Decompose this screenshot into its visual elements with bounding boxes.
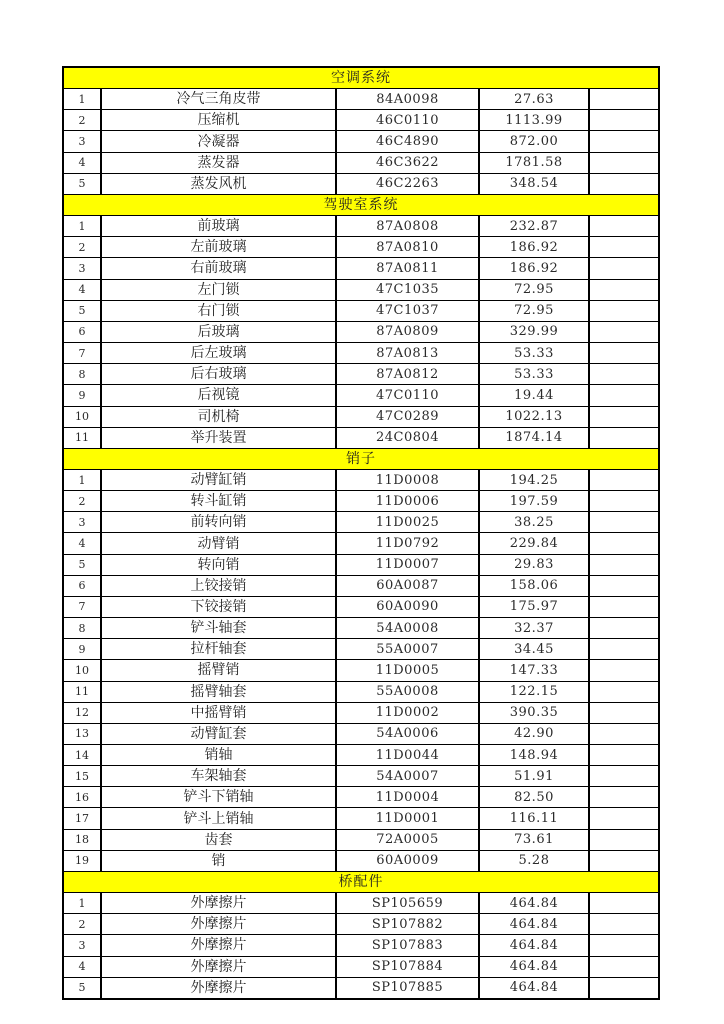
table-row (63, 829, 659, 850)
empty-cell (589, 173, 659, 194)
table-row (63, 216, 659, 237)
row-number-cell: 8 (63, 364, 101, 385)
empty-cell (589, 893, 659, 914)
part-name-cell: 转斗缸销 (101, 491, 336, 512)
part-name-cell: 动臂缸销 (101, 469, 336, 490)
table-row (63, 956, 659, 977)
part-code-cell: 72A0005 (336, 829, 479, 850)
table-row (63, 427, 659, 448)
table-row (63, 723, 659, 744)
table-row (63, 702, 659, 723)
part-name-cell: 后左玻璃 (101, 343, 336, 364)
part-code-cell: 87A0810 (336, 237, 479, 258)
part-name-cell: 冷气三角皮带 (101, 89, 336, 110)
part-code-cell: 11D0025 (336, 512, 479, 533)
part-code-cell: 11D0008 (336, 469, 479, 490)
empty-cell (589, 512, 659, 533)
part-code-cell: 11D0005 (336, 660, 479, 681)
price-cell: 29.83 (479, 554, 589, 575)
table-row (63, 808, 659, 829)
empty-cell (589, 152, 659, 173)
empty-cell (589, 279, 659, 300)
row-number-cell: 10 (63, 406, 101, 427)
empty-cell (589, 131, 659, 152)
empty-cell (589, 723, 659, 744)
section-header-row (63, 871, 659, 892)
table-row (63, 364, 659, 385)
part-name-cell: 齿套 (101, 829, 336, 850)
price-cell: 464.84 (479, 935, 589, 956)
table-row (63, 491, 659, 512)
empty-cell (589, 406, 659, 427)
empty-cell (589, 639, 659, 660)
price-cell: 53.33 (479, 343, 589, 364)
part-name-cell: 拉杆轴套 (101, 639, 336, 660)
empty-cell (589, 702, 659, 723)
price-cell: 872.00 (479, 131, 589, 152)
part-name-cell: 后视镜 (101, 385, 336, 406)
part-code-cell: 54A0006 (336, 723, 479, 744)
row-number-cell: 3 (63, 512, 101, 533)
empty-cell (589, 787, 659, 808)
part-code-cell: 54A0007 (336, 766, 479, 787)
part-name-cell: 铲斗上销轴 (101, 808, 336, 829)
empty-cell (589, 385, 659, 406)
part-code-cell: SP107885 (336, 977, 479, 999)
part-name-cell: 前转向销 (101, 512, 336, 533)
price-cell: 186.92 (479, 258, 589, 279)
part-code-cell: 47C0110 (336, 385, 479, 406)
parts-price-table (62, 66, 660, 1000)
table-row (63, 554, 659, 575)
table-row (63, 639, 659, 660)
table-row (63, 385, 659, 406)
table-row (63, 914, 659, 935)
section-title: 桥配件 (63, 871, 659, 892)
part-name-cell: 铲斗轴套 (101, 618, 336, 639)
price-cell: 464.84 (479, 893, 589, 914)
part-code-cell: 46C0110 (336, 110, 479, 131)
part-name-cell: 外摩擦片 (101, 914, 336, 935)
row-number-cell: 4 (63, 152, 101, 173)
section-title: 空调系统 (63, 67, 659, 89)
price-cell: 229.84 (479, 533, 589, 554)
row-number-cell: 1 (63, 469, 101, 490)
section-title: 销子 (63, 448, 659, 469)
row-number-cell: 10 (63, 660, 101, 681)
row-number-cell: 1 (63, 89, 101, 110)
price-cell: 5.28 (479, 850, 589, 871)
row-number-cell: 5 (63, 977, 101, 999)
table-row (63, 766, 659, 787)
part-code-cell: SP107883 (336, 935, 479, 956)
row-number-cell: 7 (63, 596, 101, 617)
row-number-cell: 4 (63, 279, 101, 300)
empty-cell (589, 745, 659, 766)
price-cell: 329.99 (479, 321, 589, 342)
part-name-cell: 销 (101, 850, 336, 871)
part-code-cell: 60A0090 (336, 596, 479, 617)
empty-cell (589, 237, 659, 258)
part-code-cell: 87A0813 (336, 343, 479, 364)
row-number-cell: 3 (63, 935, 101, 956)
row-number-cell: 14 (63, 745, 101, 766)
part-code-cell: 55A0008 (336, 681, 479, 702)
price-cell: 72.95 (479, 279, 589, 300)
section-header-row (63, 448, 659, 469)
row-number-cell: 7 (63, 343, 101, 364)
part-name-cell: 上铰接销 (101, 575, 336, 596)
empty-cell (589, 491, 659, 512)
part-code-cell: 87A0809 (336, 321, 479, 342)
part-name-cell: 中摇臂销 (101, 702, 336, 723)
price-cell: 158.06 (479, 575, 589, 596)
price-cell: 42.90 (479, 723, 589, 744)
row-number-cell: 18 (63, 829, 101, 850)
price-cell: 51.91 (479, 766, 589, 787)
price-cell: 464.84 (479, 956, 589, 977)
row-number-cell: 4 (63, 956, 101, 977)
row-number-cell: 5 (63, 554, 101, 575)
price-cell: 464.84 (479, 977, 589, 999)
price-cell: 348.54 (479, 173, 589, 194)
table-row (63, 935, 659, 956)
empty-cell (589, 977, 659, 999)
part-code-cell: SP107882 (336, 914, 479, 935)
price-cell: 27.63 (479, 89, 589, 110)
price-cell: 197.59 (479, 491, 589, 512)
row-number-cell: 1 (63, 216, 101, 237)
table-row (63, 152, 659, 173)
part-code-cell: SP107884 (336, 956, 479, 977)
price-cell: 72.95 (479, 300, 589, 321)
table-row (63, 406, 659, 427)
price-cell: 116.11 (479, 808, 589, 829)
part-code-cell: 11D0002 (336, 702, 479, 723)
row-number-cell: 16 (63, 787, 101, 808)
part-code-cell: 11D0001 (336, 808, 479, 829)
part-code-cell: 11D0007 (336, 554, 479, 575)
row-number-cell: 6 (63, 575, 101, 596)
table-row (63, 681, 659, 702)
section-header-row (63, 67, 659, 89)
part-name-cell: 动臂销 (101, 533, 336, 554)
part-code-cell: 60A0009 (336, 850, 479, 871)
price-cell: 1113.99 (479, 110, 589, 131)
empty-cell (589, 681, 659, 702)
part-code-cell: SP105659 (336, 893, 479, 914)
part-name-cell: 外摩擦片 (101, 893, 336, 914)
price-cell: 1781.58 (479, 152, 589, 173)
part-code-cell: 46C2263 (336, 173, 479, 194)
row-number-cell: 11 (63, 681, 101, 702)
table-row (63, 893, 659, 914)
row-number-cell: 11 (63, 427, 101, 448)
part-code-cell: 11D0044 (336, 745, 479, 766)
empty-cell (589, 618, 659, 639)
table-row (63, 533, 659, 554)
empty-cell (589, 110, 659, 131)
part-name-cell: 压缩机 (101, 110, 336, 131)
part-name-cell: 摇臂轴套 (101, 681, 336, 702)
empty-cell (589, 364, 659, 385)
row-number-cell: 1 (63, 893, 101, 914)
row-number-cell: 2 (63, 110, 101, 131)
part-code-cell: 87A0811 (336, 258, 479, 279)
price-cell: 82.50 (479, 787, 589, 808)
part-name-cell: 摇臂销 (101, 660, 336, 681)
empty-cell (589, 808, 659, 829)
row-number-cell: 5 (63, 300, 101, 321)
price-cell: 194.25 (479, 469, 589, 490)
table-row (63, 745, 659, 766)
empty-cell (589, 427, 659, 448)
empty-cell (589, 914, 659, 935)
row-number-cell: 4 (63, 533, 101, 554)
part-code-cell: 55A0007 (336, 639, 479, 660)
price-cell: 19.44 (479, 385, 589, 406)
row-number-cell: 3 (63, 258, 101, 279)
price-cell: 232.87 (479, 216, 589, 237)
row-number-cell: 13 (63, 723, 101, 744)
table-row (63, 850, 659, 871)
table-row (63, 321, 659, 342)
part-name-cell: 蒸发器 (101, 152, 336, 173)
empty-cell (589, 766, 659, 787)
price-cell: 1022.13 (479, 406, 589, 427)
row-number-cell: 2 (63, 914, 101, 935)
empty-cell (589, 554, 659, 575)
part-name-cell: 右门锁 (101, 300, 336, 321)
row-number-cell: 9 (63, 639, 101, 660)
price-cell: 32.37 (479, 618, 589, 639)
empty-cell (589, 343, 659, 364)
price-cell: 73.61 (479, 829, 589, 850)
part-name-cell: 动臂缸套 (101, 723, 336, 744)
part-code-cell: 47C0289 (336, 406, 479, 427)
price-cell: 148.94 (479, 745, 589, 766)
part-name-cell: 转向销 (101, 554, 336, 575)
part-code-cell: 47C1037 (336, 300, 479, 321)
row-number-cell: 3 (63, 131, 101, 152)
row-number-cell: 9 (63, 385, 101, 406)
table-row (63, 660, 659, 681)
row-number-cell: 2 (63, 237, 101, 258)
part-name-cell: 后右玻璃 (101, 364, 336, 385)
empty-cell (589, 89, 659, 110)
table-row (63, 89, 659, 110)
table-row (63, 131, 659, 152)
empty-cell (589, 575, 659, 596)
empty-cell (589, 829, 659, 850)
part-name-cell: 外摩擦片 (101, 935, 336, 956)
empty-cell (589, 956, 659, 977)
price-cell: 464.84 (479, 914, 589, 935)
table-row (63, 575, 659, 596)
parts-table-container (62, 66, 660, 1000)
empty-cell (589, 216, 659, 237)
table-row (63, 787, 659, 808)
part-name-cell: 蒸发风机 (101, 173, 336, 194)
part-name-cell: 左前玻璃 (101, 237, 336, 258)
row-number-cell: 19 (63, 850, 101, 871)
empty-cell (589, 850, 659, 871)
part-name-cell: 外摩擦片 (101, 977, 336, 999)
part-code-cell: 87A0812 (336, 364, 479, 385)
table-row (63, 258, 659, 279)
table-row (63, 279, 659, 300)
part-code-cell: 11D0004 (336, 787, 479, 808)
part-code-cell: 46C3622 (336, 152, 479, 173)
section-header-row (63, 194, 659, 215)
parts-table-body (63, 67, 659, 999)
table-row (63, 300, 659, 321)
price-cell: 186.92 (479, 237, 589, 258)
row-number-cell: 5 (63, 173, 101, 194)
part-code-cell: 60A0087 (336, 575, 479, 596)
part-name-cell: 外摩擦片 (101, 956, 336, 977)
part-name-cell: 举升装置 (101, 427, 336, 448)
price-cell: 122.15 (479, 681, 589, 702)
table-row (63, 343, 659, 364)
empty-cell (589, 935, 659, 956)
price-cell: 175.97 (479, 596, 589, 617)
table-row (63, 469, 659, 490)
table-row (63, 173, 659, 194)
row-number-cell: 12 (63, 702, 101, 723)
part-name-cell: 司机椅 (101, 406, 336, 427)
empty-cell (589, 596, 659, 617)
part-code-cell: 24C0804 (336, 427, 479, 448)
price-cell: 1874.14 (479, 427, 589, 448)
empty-cell (589, 533, 659, 554)
table-row (63, 512, 659, 533)
row-number-cell: 17 (63, 808, 101, 829)
row-number-cell: 2 (63, 491, 101, 512)
part-code-cell: 46C4890 (336, 131, 479, 152)
empty-cell (589, 258, 659, 279)
part-code-cell: 11D0792 (336, 533, 479, 554)
part-code-cell: 11D0006 (336, 491, 479, 512)
table-row (63, 237, 659, 258)
part-name-cell: 后玻璃 (101, 321, 336, 342)
empty-cell (589, 321, 659, 342)
part-code-cell: 87A0808 (336, 216, 479, 237)
part-name-cell: 下铰接销 (101, 596, 336, 617)
table-row (63, 110, 659, 131)
row-number-cell: 6 (63, 321, 101, 342)
part-code-cell: 84A0098 (336, 89, 479, 110)
part-code-cell: 54A0008 (336, 618, 479, 639)
part-name-cell: 车架轴套 (101, 766, 336, 787)
row-number-cell: 15 (63, 766, 101, 787)
price-cell: 38.25 (479, 512, 589, 533)
part-name-cell: 前玻璃 (101, 216, 336, 237)
part-name-cell: 销轴 (101, 745, 336, 766)
part-name-cell: 右前玻璃 (101, 258, 336, 279)
price-cell: 53.33 (479, 364, 589, 385)
price-cell: 34.45 (479, 639, 589, 660)
row-number-cell: 8 (63, 618, 101, 639)
part-name-cell: 铲斗下销轴 (101, 787, 336, 808)
table-row (63, 977, 659, 999)
part-name-cell: 左门锁 (101, 279, 336, 300)
empty-cell (589, 300, 659, 321)
price-cell: 390.35 (479, 702, 589, 723)
table-row (63, 596, 659, 617)
part-name-cell: 冷凝器 (101, 131, 336, 152)
empty-cell (589, 660, 659, 681)
part-code-cell: 47C1035 (336, 279, 479, 300)
table-row (63, 618, 659, 639)
section-title: 驾驶室系统 (63, 194, 659, 215)
empty-cell (589, 469, 659, 490)
price-cell: 147.33 (479, 660, 589, 681)
